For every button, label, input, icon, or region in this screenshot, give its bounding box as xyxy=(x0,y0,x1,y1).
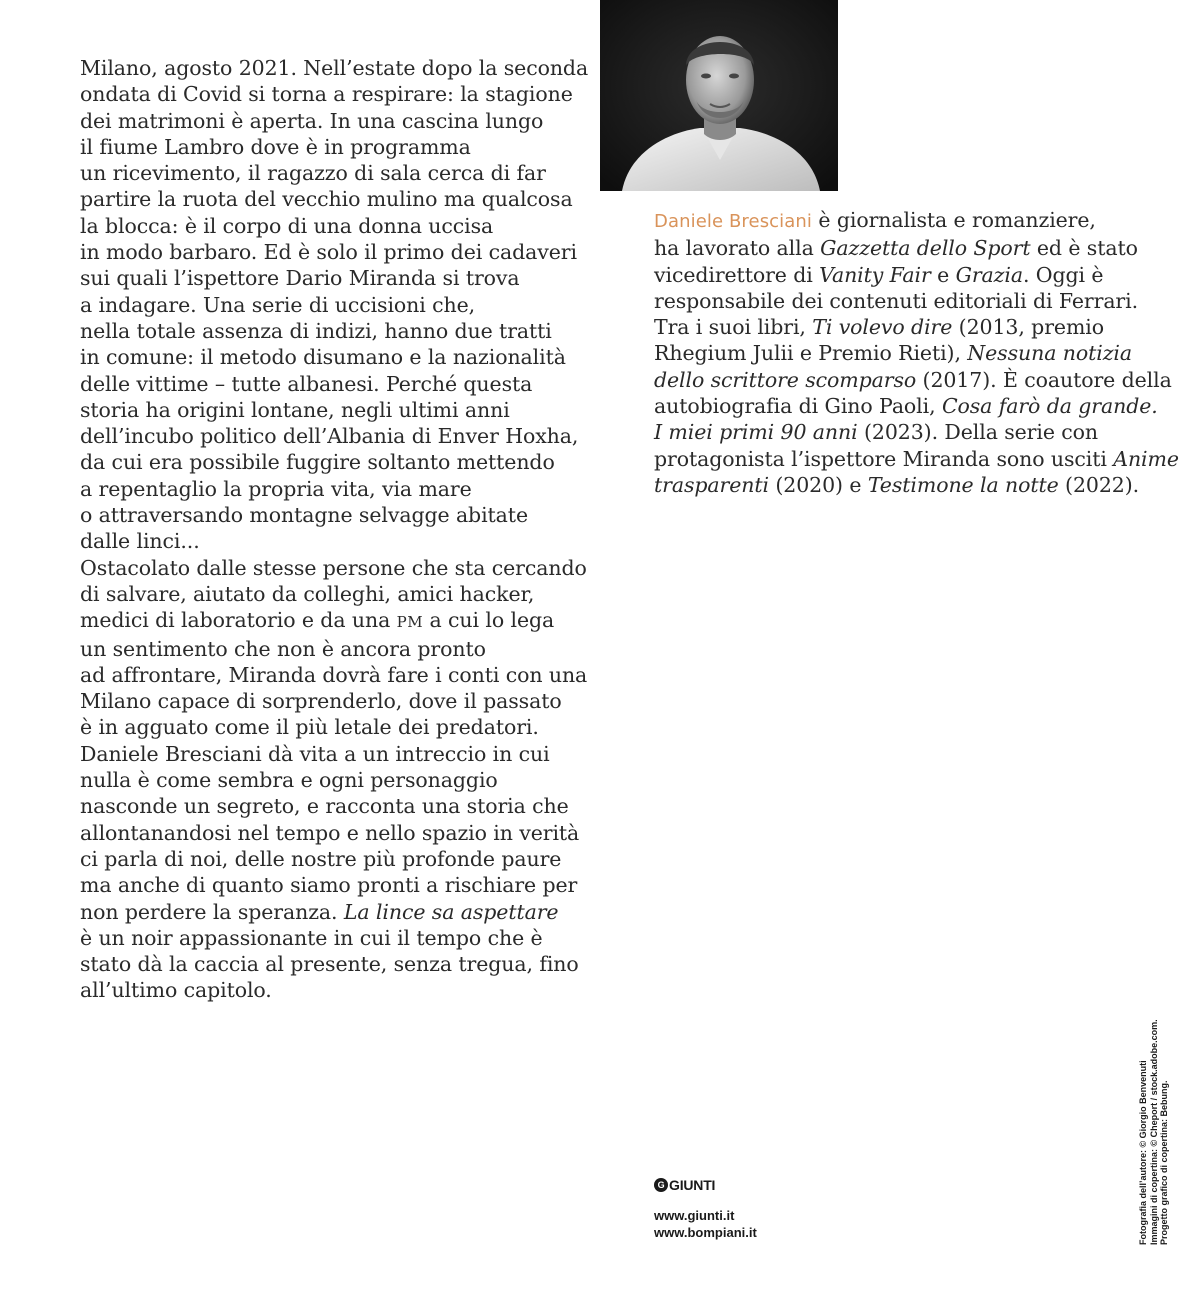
author-name: Daniele Bresciani xyxy=(654,211,813,232)
credit-line: Fotografia dell’autore: © Giorgio Benvenuti xyxy=(1138,1060,1148,1245)
bio-text-run: Rhegium Julii e Premio Rieti), xyxy=(654,341,968,366)
publication-title: Gazzetta dello Sport xyxy=(820,236,1031,261)
book-title: I miei primi 90 anni xyxy=(654,420,858,445)
giunti-logo-icon: G xyxy=(654,1178,668,1192)
publisher-urls xyxy=(654,1207,757,1241)
bio-text-run: autobiografia di Gino Paoli, xyxy=(654,394,942,419)
synopsis-line: sui quali l’ispettore Dario Miranda si trova xyxy=(80,266,520,291)
image-credits xyxy=(1138,1019,1170,1245)
book-title: trasparenti xyxy=(654,472,769,497)
bio-line xyxy=(654,446,1179,472)
bio-text-run: (2017). È coautore della xyxy=(916,367,1172,392)
synopsis-line: è in agguato come il più letale dei predatori. xyxy=(80,715,539,740)
bio-line xyxy=(654,367,1172,393)
book-title: Nessuna notizia xyxy=(967,341,1132,366)
synopsis-line: è un noir appassionante in cui il tempo che è xyxy=(80,925,543,950)
author-photo xyxy=(600,0,838,191)
synopsis-line: partire la ruota del vecchio mulino ma qualcosa xyxy=(80,187,573,212)
publisher-url[interactable]: www.giunti.it xyxy=(654,1208,735,1223)
book-title: Cosa farò da grande. xyxy=(941,394,1158,419)
bio-text-run: è giornalista e romanziere, xyxy=(812,208,1096,232)
synopsis-line: a repentaglio la propria vita, via mare xyxy=(80,476,472,501)
synopsis-line: dei matrimoni è aperta. In una cascina lungo xyxy=(80,108,544,133)
synopsis-line: nella totale assenza di indizi, hanno due tratti xyxy=(80,318,552,343)
synopsis-line: ondata di Covid si torna a respirare: la stagione xyxy=(80,82,573,107)
synopsis-line: storia ha origini lontane, negli ultimi anni xyxy=(80,397,510,422)
synopsis-line: un ricevimento, il ragazzo di sala cerca di far xyxy=(80,161,546,186)
bio-text-run: protagonista l’ispettore Miranda sono usciti xyxy=(654,446,1114,471)
bio-text-run: (2022). xyxy=(1058,472,1140,497)
synopsis-text-run: non perdere la speranza. xyxy=(80,899,344,924)
bio-line xyxy=(654,314,1154,340)
synopsis-line: Daniele Bresciani dà vita a un intreccio in cui xyxy=(80,741,550,766)
publisher-url[interactable]: www.bompiani.it xyxy=(654,1225,757,1240)
bio-line xyxy=(654,262,1154,288)
synopsis-line: nulla è come sembra e ogni personaggio xyxy=(80,768,498,793)
book-title: Ti volevo dire xyxy=(812,315,953,340)
synopsis-line: a indagare. Una serie di uccisioni che, xyxy=(80,292,476,317)
synopsis-line: Milano capace di sorprenderlo, dove il passato xyxy=(80,689,562,714)
synopsis-line: dalle linci... xyxy=(80,529,200,554)
synopsis-line: stato dà la caccia al presente, senza tregua, fino xyxy=(80,952,579,977)
bio-text-run: vicedirettore di xyxy=(654,262,820,287)
synopsis-text-run: a cui lo lega xyxy=(423,608,555,633)
bio-line: responsabile dei contenuti editoriali di Ferrari. xyxy=(654,288,1139,313)
synopsis-line: all’ultimo capitolo. xyxy=(80,978,272,1003)
publication-title: Grazia xyxy=(955,262,1023,287)
synopsis-line: il fiume Lambro dove è in programma xyxy=(80,134,471,159)
publication-title: Vanity Fair xyxy=(819,262,931,287)
synopsis-line: ma anche di quanto siamo pronti a rischiare per xyxy=(80,873,578,898)
bio-text-run: ed è stato xyxy=(1030,236,1138,261)
synopsis-line: in comune: il metodo disumano e la nazionalità xyxy=(80,345,566,370)
bio-text-run: . Oggi è xyxy=(1022,262,1104,287)
bio-line xyxy=(654,393,1158,419)
author-portrait-image xyxy=(600,0,838,191)
bio-text-run: (2023). Della serie con xyxy=(857,420,1099,445)
synopsis-line: delle vittime – tutte albanesi. Perché questa xyxy=(80,371,533,396)
pm-abbreviation: PM xyxy=(396,613,424,632)
author-bio xyxy=(654,207,1179,498)
bio-text-run: Tra i suoi libri, xyxy=(654,315,813,340)
bio-text-run: ha lavorato alla xyxy=(654,236,821,261)
publisher-name: GIUNTI xyxy=(669,1177,716,1193)
synopsis-line: un sentimento che non è ancora pronto xyxy=(80,636,486,661)
synopsis-line: la blocca: è il corpo di una donna uccisa xyxy=(80,213,494,238)
bio-text-run: (2013, premio xyxy=(952,315,1104,340)
synopsis-text xyxy=(80,55,589,1004)
synopsis-line: nasconde un segreto, e racconta una storia che xyxy=(80,794,569,819)
synopsis-line xyxy=(80,607,580,635)
bio-line xyxy=(654,419,1154,445)
synopsis-line: ci parla di noi, delle nostre più profonde paure xyxy=(80,846,562,871)
synopsis-line: allontanandosi nel tempo e nello spazio in verità xyxy=(80,820,580,845)
bio-line xyxy=(654,340,1154,366)
book-title: dello scrittore scomparso xyxy=(654,367,917,392)
bio-text-run: e xyxy=(930,262,956,287)
synopsis-line: Milano, agosto 2021. Nell’estate dopo la seconda xyxy=(80,56,589,80)
publisher-logo xyxy=(654,1177,715,1193)
book-title: Testimone la notte xyxy=(867,472,1059,497)
synopsis-line: ad affrontare, Miranda dovrà fare i conti con una xyxy=(80,662,588,687)
book-title: Anime xyxy=(1113,446,1179,471)
bio-line xyxy=(654,472,1154,498)
synopsis-text-run: medici di laboratorio e da una xyxy=(80,608,397,633)
synopsis-line xyxy=(80,899,580,925)
synopsis-line: dell’incubo politico dell’Albania di Enver Hoxha, xyxy=(80,424,579,449)
credit-line: Progetto grafico di copertina: Bebung. xyxy=(1159,1080,1169,1245)
synopsis-line: Ostacolato dalle stesse persone che sta cercando xyxy=(80,555,587,580)
synopsis-line: da cui era possibile fuggire soltanto mettendo xyxy=(80,450,555,475)
credit-line: Immagini di copertina: © Cheport / stock.adobe.com. xyxy=(1148,1019,1159,1245)
synopsis-line: di salvare, aiutato da colleghi, amici hacker, xyxy=(80,581,535,606)
bio-text-run: (2020) e xyxy=(768,472,868,497)
bio-line xyxy=(654,207,1154,235)
bio-line xyxy=(654,235,1154,261)
synopsis-line: o attraversando montagne selvagge abitate xyxy=(80,503,528,528)
synopsis-line: in modo barbaro. Ed è solo il primo dei cadaveri xyxy=(80,240,577,265)
book-title: La lince sa aspettare xyxy=(343,899,559,924)
